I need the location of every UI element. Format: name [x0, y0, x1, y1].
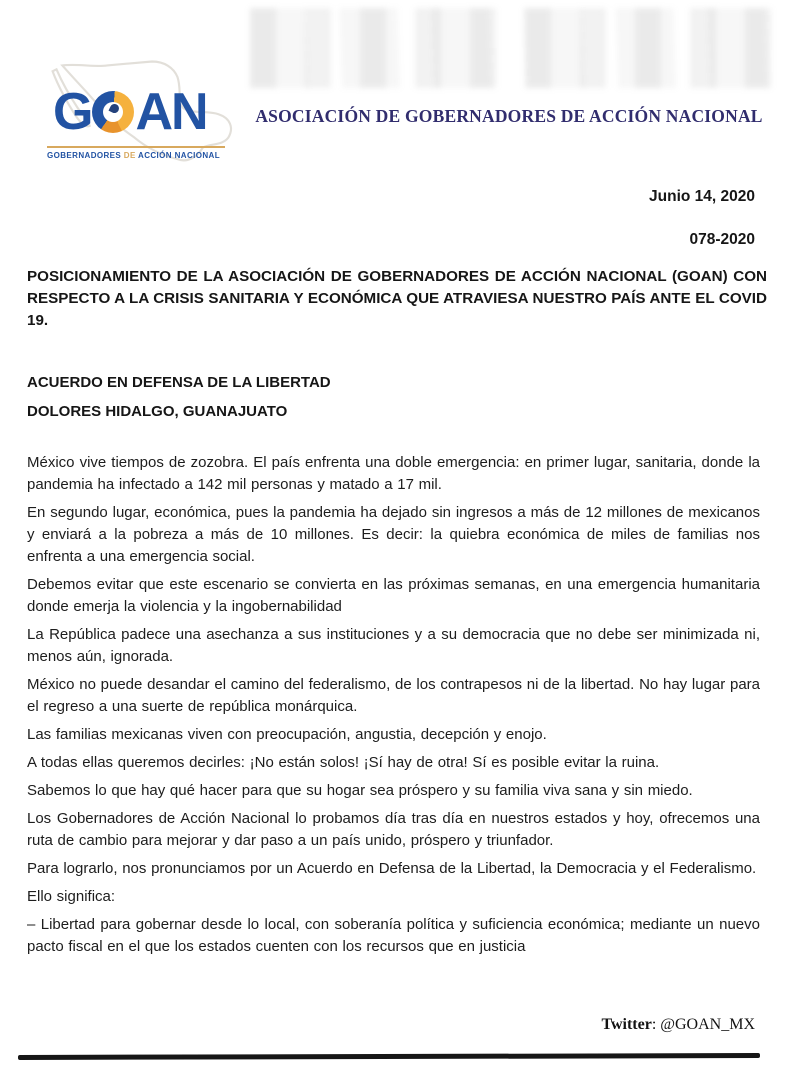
- logo-divider-rule: [47, 146, 225, 148]
- document-headline: POSICIONAMIENTO DE LA ASOCIACIÓN DE GOBERNADORES DE ACCIÓN NACIONAL (GOAN) CON RESPECTO A LA CRISIS SANITARIA Y ECONÓMICA QUE ATRAVIESA NUESTRO PAÍS ANTE EL COVID 19.: [27, 268, 767, 329]
- bottom-rule-divider: [18, 1053, 760, 1060]
- paragraph: En segundo lugar, económica, pues la pandemia ha dejado sin ingresos a más de 12 millones de mexicanos y enviará a la pobreza a más de 10 millones. Es decir: la quiebra económica de miles de familias nos enfrenta a una emergencia social.: [27, 504, 760, 565]
- scan-artifact: [250, 8, 785, 88]
- document-body: [27, 452, 760, 964]
- paragraph: A todas ellas queremos decirles: ¡No están solos! ¡Sí hay de otra! Sí es posible evitar la ruina.: [27, 754, 660, 771]
- tagline-de: DE: [123, 151, 136, 160]
- paragraph: Ello significa:: [27, 888, 116, 905]
- paragraph: Los Gobernadores de Acción Nacional lo probamos día tras día en nuestros estados y hoy, ofrecemos una ruta de cambio para mejorar y dar paso a un país unido, próspero y triunfador.: [27, 810, 760, 849]
- document-date: Junio 14, 2020: [649, 188, 755, 205]
- paragraph: Sabemos lo que hay qué hacer para que su hogar sea próspero y su familia viva sana y sin miedo.: [27, 782, 693, 799]
- goan-logo: [35, 48, 240, 198]
- twitter-account: : @GOAN_MX: [651, 1016, 755, 1033]
- paragraph: Para lograrlo, nos pronunciamos por un Acuerdo en Defensa de la Libertad, la Democracia y el Federalismo.: [27, 860, 757, 877]
- subheading-acuerdo: ACUERDO EN DEFENSA DE LA LIBERTAD: [27, 374, 331, 391]
- goan-wordmark: [53, 83, 207, 141]
- goan-letters-an: AN: [135, 83, 207, 141]
- org-title: ASOCIACIÓN DE GOBERNADORES DE ACCIÓN NACIONAL: [255, 106, 763, 126]
- tagline-accion-nacional: ACCIÓN NACIONAL: [138, 151, 221, 160]
- tagline-gobernadores: GOBERNADORES: [47, 151, 122, 160]
- goan-o-swirl-icon: [92, 91, 134, 133]
- document-ref-number: 078-2020: [689, 231, 755, 248]
- goan-letter-g: G: [53, 83, 92, 141]
- paragraph: México no puede desandar el camino del federalismo, de los contrapesos ni de la libertad. No hay lugar para el regreso a una suerte de república monárquica.: [27, 676, 760, 715]
- paragraph: Debemos evitar que este escenario se convierta en las próximas semanas, en una emergencia humanitaria donde emerja la violencia y la ingobernabilidad: [27, 576, 760, 615]
- subheading-location: DOLORES HIDALGO, GUANAJUATO: [27, 403, 288, 420]
- paragraph: La República padece una asechanza a sus instituciones y a su democracia que no debe ser minimizada ni, menos aún, ignorada.: [27, 626, 760, 665]
- paragraph: Las familias mexicanas viven con preocupación, angustia, decepción y enojo.: [27, 726, 547, 743]
- logo-tagline: [47, 151, 232, 160]
- paragraph: – Libertad para gobernar desde lo local, con soberanía política y suficiencia económica; mediante un nuevo pacto fiscal en el que los estados cuenten con los recursos que en justicia: [27, 916, 760, 955]
- twitter-handle: [601, 1016, 755, 1034]
- twitter-label: Twitter: [601, 1016, 652, 1033]
- paragraph: México vive tiempos de zozobra. El país enfrenta una doble emergencia: en primer lugar, sanitaria, donde la pandemia ha infectado a 142 mil personas y matado a 17 mil.: [27, 454, 760, 493]
